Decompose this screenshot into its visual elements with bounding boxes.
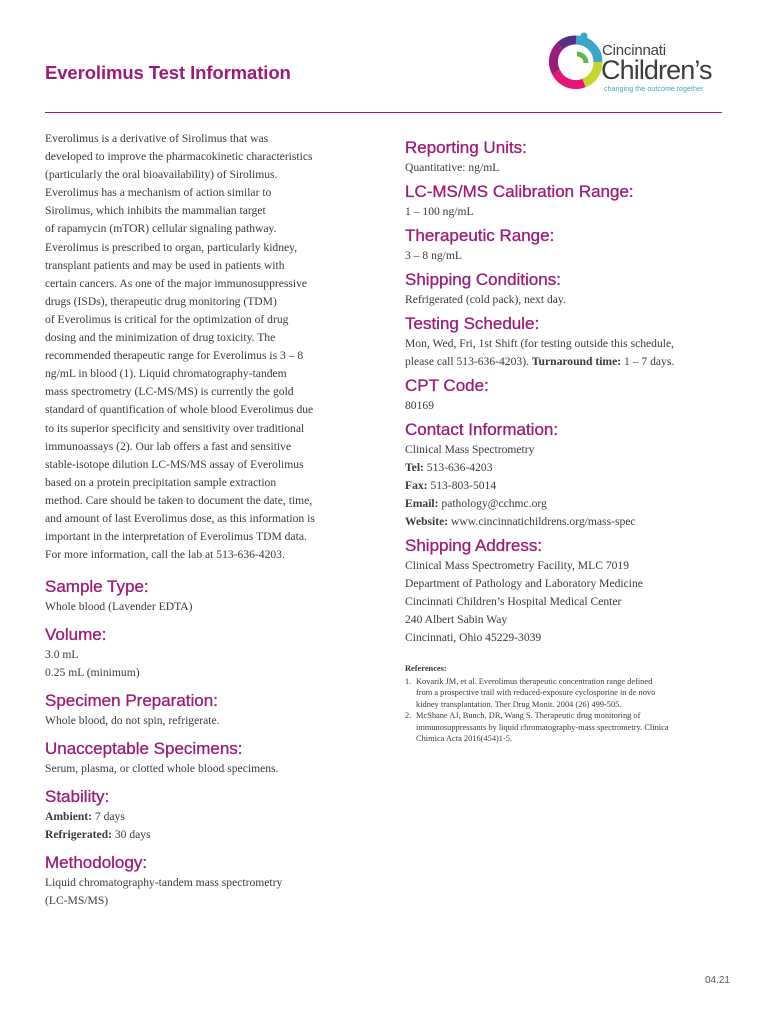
- unacceptable-text: Serum, plasma, or clotted whole blood specimens.: [45, 762, 279, 776]
- shipping-conditions-heading: Shipping Conditions:: [405, 270, 561, 289]
- section-sample-type: [45, 576, 365, 616]
- contact-org: Clinical Mass Spectrometry: [405, 443, 535, 456]
- document-version: 04.21: [704, 975, 730, 986]
- right-column: [405, 137, 735, 745]
- ambient-value: 7 days: [92, 810, 125, 824]
- calibration-range-heading: LC-MS/MS Calibration Range:: [405, 182, 634, 201]
- email-link[interactable]: pathology@cchmc.org: [438, 497, 547, 510]
- page-title: Everolimus Test Information: [45, 62, 291, 83]
- address-line3: Cincinnati Children’s Hospital Medical Center: [405, 595, 622, 608]
- reference-2-line3: Chimica Acta 2016(454)1-5.: [416, 734, 513, 743]
- intro-paragraph: Everolimus is a derivative of Sirolimus that was developed to improve the pharmacokinetic characteristics (particularly the oral bioavailability) of Sirolimus. Everolimus has a mechanism of action similar to Sirolimus, which inhibits the mammalian target of rapamycin (mTOR) cellular signaling pathway. Everolimus is prescribed to organ, particularly kidney, transplant patients and may be used in patients with certain cancers. As one of the major immunosuppressive drugs (ISDs), therapeutic drug monitoring (TDM) of Everolimus is critical for the optimization of drug dosing and the minimization of drug toxicity. The recommended therapeutic range for Everolimus is 3 – 8 ng/mL in blood (1). Liquid chromatography-tandem mass spectrometry (LC-MS/MS) is currently the gold standard of quantification of whole blood Everolimus due to its superior specificity and sensitivity over traditional immunoassays (2). Our lab offers a fast and sensitive stable-isotope dilution LC-MS/MS assay of Everolimus based on a protein precipitation sample extraction method. Care should be taken to document the date, time, and amount of last Everolimus dose, as this information is important in the interpretation of Everolimus TDM data. For more information, call the lab at 513-636-4203.: [45, 132, 315, 562]
- reference-2-line2: immunosuppressants by liquid chromatography-mass spectrometry. Clinica: [416, 722, 669, 732]
- unacceptable-heading: Unacceptable Specimens:: [45, 739, 243, 759]
- contact-heading: Contact Information:: [405, 420, 559, 439]
- address-line4: 240 Albert Sabin Way: [405, 613, 508, 626]
- section-unacceptable-specimens: [45, 738, 365, 778]
- turnaround-value: 1 – 7 days.: [621, 355, 675, 368]
- stability-heading: Stability:: [45, 787, 110, 807]
- calibration-range-text: 1 – 100 ng/mL: [405, 205, 474, 218]
- volume-line1: 3.0 mL: [45, 648, 79, 662]
- reference-1: [405, 676, 735, 711]
- section-stability: [45, 786, 365, 844]
- section-volume: [45, 624, 365, 682]
- sample-type-text: Whole blood (Lavender EDTA): [45, 600, 193, 614]
- logo-mark-icon: [548, 32, 604, 98]
- email-label: Email:: [405, 497, 439, 510]
- stability-ambient: [45, 808, 365, 826]
- section-shipping-conditions: [405, 269, 735, 309]
- website-link[interactable]: www.cincinnatichildrens.org/mass-spec: [448, 515, 636, 528]
- section-reporting-units: [405, 137, 735, 177]
- left-column: [45, 130, 365, 914]
- volume-heading: Volume:: [45, 625, 107, 645]
- website-label: Website:: [405, 515, 449, 528]
- tel-label: Tel:: [405, 461, 424, 474]
- testing-schedule-line2-start: please call 513-636-4203).: [405, 355, 532, 368]
- header-divider: [45, 112, 722, 113]
- logo-tagline: changing the outcome together: [604, 86, 704, 93]
- tel-value[interactable]: 513-636-4203: [423, 461, 493, 474]
- reference-2-line1: McShane AJ, Bunch, DR, Wang S. Therapeutic drug monitoring of: [416, 711, 641, 720]
- methodology-line1: Liquid chromatography-tandem mass spectrometry: [45, 876, 283, 890]
- logo-line2: Children’s: [601, 55, 712, 85]
- address-line5: Cincinnati, Ohio 45229-3039: [405, 631, 542, 644]
- section-testing-schedule: [405, 313, 735, 371]
- address-line2: Department of Pathology and Laboratory Medicine: [405, 577, 643, 590]
- stability-refrigerated: [45, 826, 365, 844]
- references: [405, 663, 735, 745]
- testing-schedule-line2: [405, 353, 735, 371]
- reference-2: [405, 710, 735, 745]
- testing-schedule-line1: Mon, Wed, Fri, 1st Shift (for testing outside this schedule,: [405, 337, 675, 350]
- fax-value: 513-803-5014: [427, 479, 497, 492]
- cpt-code-heading: CPT Code:: [405, 376, 489, 395]
- contact-website: [405, 513, 735, 531]
- shipping-address-heading: Shipping Address:: [405, 536, 543, 555]
- contact-email: [405, 495, 735, 513]
- volume-line2: 0.25 mL (minimum): [45, 666, 140, 680]
- reference-1-number: 1.: [405, 676, 412, 686]
- references-heading: References:: [405, 664, 447, 673]
- ambient-label: Ambient:: [45, 810, 93, 824]
- testing-schedule-heading: Testing Schedule:: [405, 314, 540, 333]
- section-contact-information: [405, 419, 735, 531]
- refrigerated-value: 30 days: [111, 828, 151, 842]
- shipping-conditions-text: Refrigerated (cold pack), next day.: [405, 293, 566, 306]
- contact-tel: [405, 459, 735, 477]
- cincinnati-childrens-logo: [548, 32, 728, 102]
- reporting-units-heading: Reporting Units:: [405, 138, 527, 157]
- refrigerated-label: Refrigerated:: [45, 828, 112, 842]
- fax-label: Fax:: [405, 479, 428, 492]
- section-specimen-preparation: [45, 690, 365, 730]
- specimen-preparation-text: Whole blood, do not spin, refrigerate.: [45, 714, 220, 728]
- section-cpt-code: [405, 375, 735, 415]
- therapeutic-range-heading: Therapeutic Range:: [405, 226, 555, 245]
- logo-line1: Cincinnati: [602, 42, 666, 59]
- reference-1-line1: Kovarik JM, et al. Everolimus therapeutic concentration range defined: [416, 676, 653, 686]
- reporting-units-text: Quantitative: ng/mL: [405, 161, 500, 174]
- address-line1: Clinical Mass Spectrometry Facility, MLC 7019: [405, 559, 630, 572]
- methodology-line2: (LC-MS/MS): [45, 894, 109, 908]
- turnaround-label: Turnaround time:: [531, 355, 622, 368]
- therapeutic-range-text: 3 – 8 ng/mL: [405, 249, 463, 262]
- reference-2-number: 2.: [405, 711, 412, 720]
- contact-fax: [405, 477, 735, 495]
- specimen-preparation-heading: Specimen Preparation:: [45, 691, 218, 711]
- sample-type-heading: Sample Type:: [45, 577, 149, 597]
- section-calibration-range: [405, 181, 735, 221]
- section-methodology: [45, 852, 365, 910]
- section-shipping-address: [405, 535, 735, 647]
- methodology-heading: Methodology:: [45, 853, 148, 873]
- cpt-code-text: 80169: [405, 399, 434, 412]
- section-therapeutic-range: [405, 225, 735, 265]
- reference-1-line3: kidney transplantation. Ther Drug Monit. 2004 (26) 499-505.: [416, 699, 622, 709]
- reference-1-line2: from a prospective trail with reduced-exposure cyclosporine in de novo: [416, 688, 656, 697]
